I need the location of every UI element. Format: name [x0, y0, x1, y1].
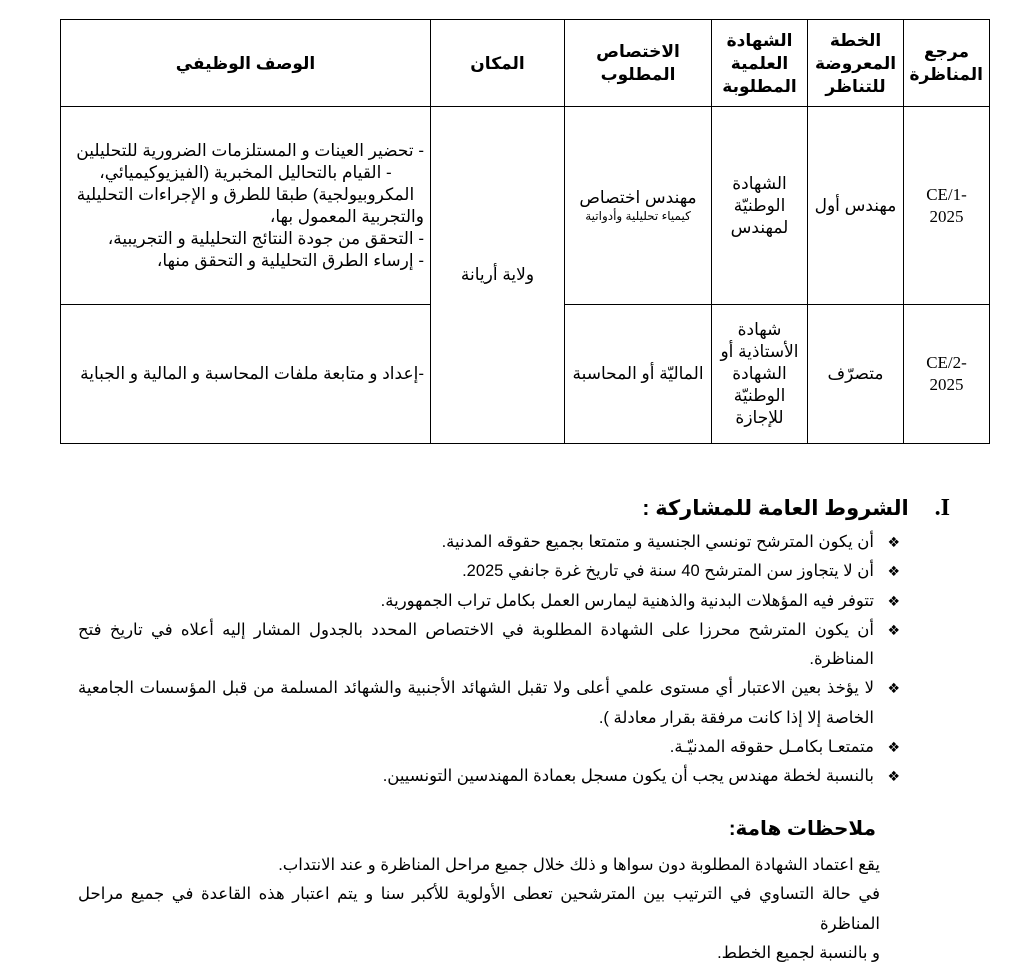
row-specialty: [565, 107, 712, 305]
header-specialty: الاختصاص المطلوب: [565, 20, 712, 107]
note-line: و بالنسبة لجميع الخطط.: [717, 943, 880, 962]
row-specialty: الماليّة أو المحاسبة: [565, 305, 712, 444]
row-ref: CE/1-2025: [904, 107, 990, 305]
header-degree: الشهادة العلمية المطلوبة: [712, 20, 808, 107]
note-line: يقع اعتماد الشهادة المطلوبة دون سواها و ذلك خلال جميع مراحل المناظرة و عند الانتداب.: [278, 856, 880, 874]
diamond-bullet-icon: ❖: [887, 768, 900, 785]
list-item: ❖ تتوفر فيه المؤهلات البدنية والذهنية ليمارس العمل بكامل تراب الجمهورية.: [78, 587, 874, 616]
description-line: - إرساء الطرق التحليلية و التحقق منها،: [156, 250, 424, 270]
header-description: الوصف الوظيفي: [61, 20, 431, 107]
description-line: -إعداد و متابعة ملفات المحاسبة و المالية و الجباية: [80, 364, 424, 383]
diamond-bullet-icon: ❖: [887, 680, 900, 697]
description-line: - تحضير العينات و المستلزمات الضرورية للتحليلين: [76, 140, 424, 160]
list-item: ❖ لا يؤخذ بعين الاعتبار أي مستوى علمي أعلى ولا تقبل الشهائد الأجنبية والشهائد المسلمة من قبل المؤسسات الجامعية الخاصة إلا إذا كانت مرفقة بقرار معادلة ).: [78, 674, 874, 733]
section-title: الشروط العامة للمشاركة :: [642, 497, 909, 520]
description-line: - التحقق من جودة النتائج التحليلية و التجريبية،: [107, 228, 424, 248]
row-plan: متصرّف: [808, 305, 904, 444]
header-plan: الخطة المعروضة للتناظر: [808, 20, 904, 107]
description-line: - القيام بالتحاليل المخبرية (الفيزيوكيميائي، المكروبيولجية) طبقا للطرق و الإجراءات التحليلية والتجربية المعمول بها،: [76, 162, 424, 226]
section-number: I.: [934, 495, 950, 521]
table-header-row: [61, 20, 990, 107]
row-plan: مهندس أول: [808, 107, 904, 305]
notes-body: [78, 851, 880, 968]
row-ref: CE/2-2025: [904, 305, 990, 444]
row-description: [61, 107, 431, 305]
diamond-bullet-icon: ❖: [887, 739, 900, 756]
note-line: في حالة التساوي في الترتيب بين المترشحين تعطى الأولوية للأكبر سنا و يتم اعتبار هذه القاعدة في جميع مراحل المناظرة: [78, 885, 880, 933]
diamond-bullet-icon: ❖: [887, 534, 900, 550]
conditions-list: [78, 528, 900, 792]
row-description: [61, 305, 431, 444]
positions-table: [60, 19, 990, 444]
diamond-bullet-icon: ❖: [887, 592, 900, 609]
diamond-bullet-icon: ❖: [887, 563, 900, 580]
list-item: ❖ أن يكون المترشح تونسي الجنسية و متمتعا بجميع حقوقه المدنية.: [78, 528, 874, 557]
row-place: ولاية أريانة: [431, 107, 565, 444]
notes-title: ملاحظات هامة:: [728, 818, 876, 840]
row-degree: الشهادة الوطنيّة لمهندس: [712, 107, 808, 305]
diamond-bullet-icon: ❖: [887, 621, 900, 638]
specialty-detail: كيمياء تحليلية وأدواتية: [585, 209, 691, 223]
conditions-heading: [60, 494, 950, 523]
specialty-main: مهندس اختصاص: [579, 188, 697, 207]
header-ref: مرجع المناظرة: [904, 20, 990, 107]
list-item: ❖ أن لا يتجاوز سن المترشح 40 سنة في تاريخ غرة جانفي 2025.: [78, 557, 874, 586]
row-degree: شهادة الأستاذية أو الشهادة الوطنيّة للإجازة: [712, 305, 808, 444]
list-item: ❖ متمتعـا بكامـل حقوقه المدنيّـة.: [78, 733, 874, 762]
list-item: ❖ بالنسبة لخطة مهندس يجب أن يكون مسجل بعمادة المهندسين التونسيين.: [78, 762, 874, 791]
list-item: ❖ أن يكون المترشح محرزا على الشهادة المطلوبة في الاختصاص المحدد بالجدول المشار إليه أعلاه في تاريخ فتح المناظرة.: [78, 616, 874, 675]
table-row: [61, 107, 990, 305]
header-place: المكان: [431, 20, 565, 107]
